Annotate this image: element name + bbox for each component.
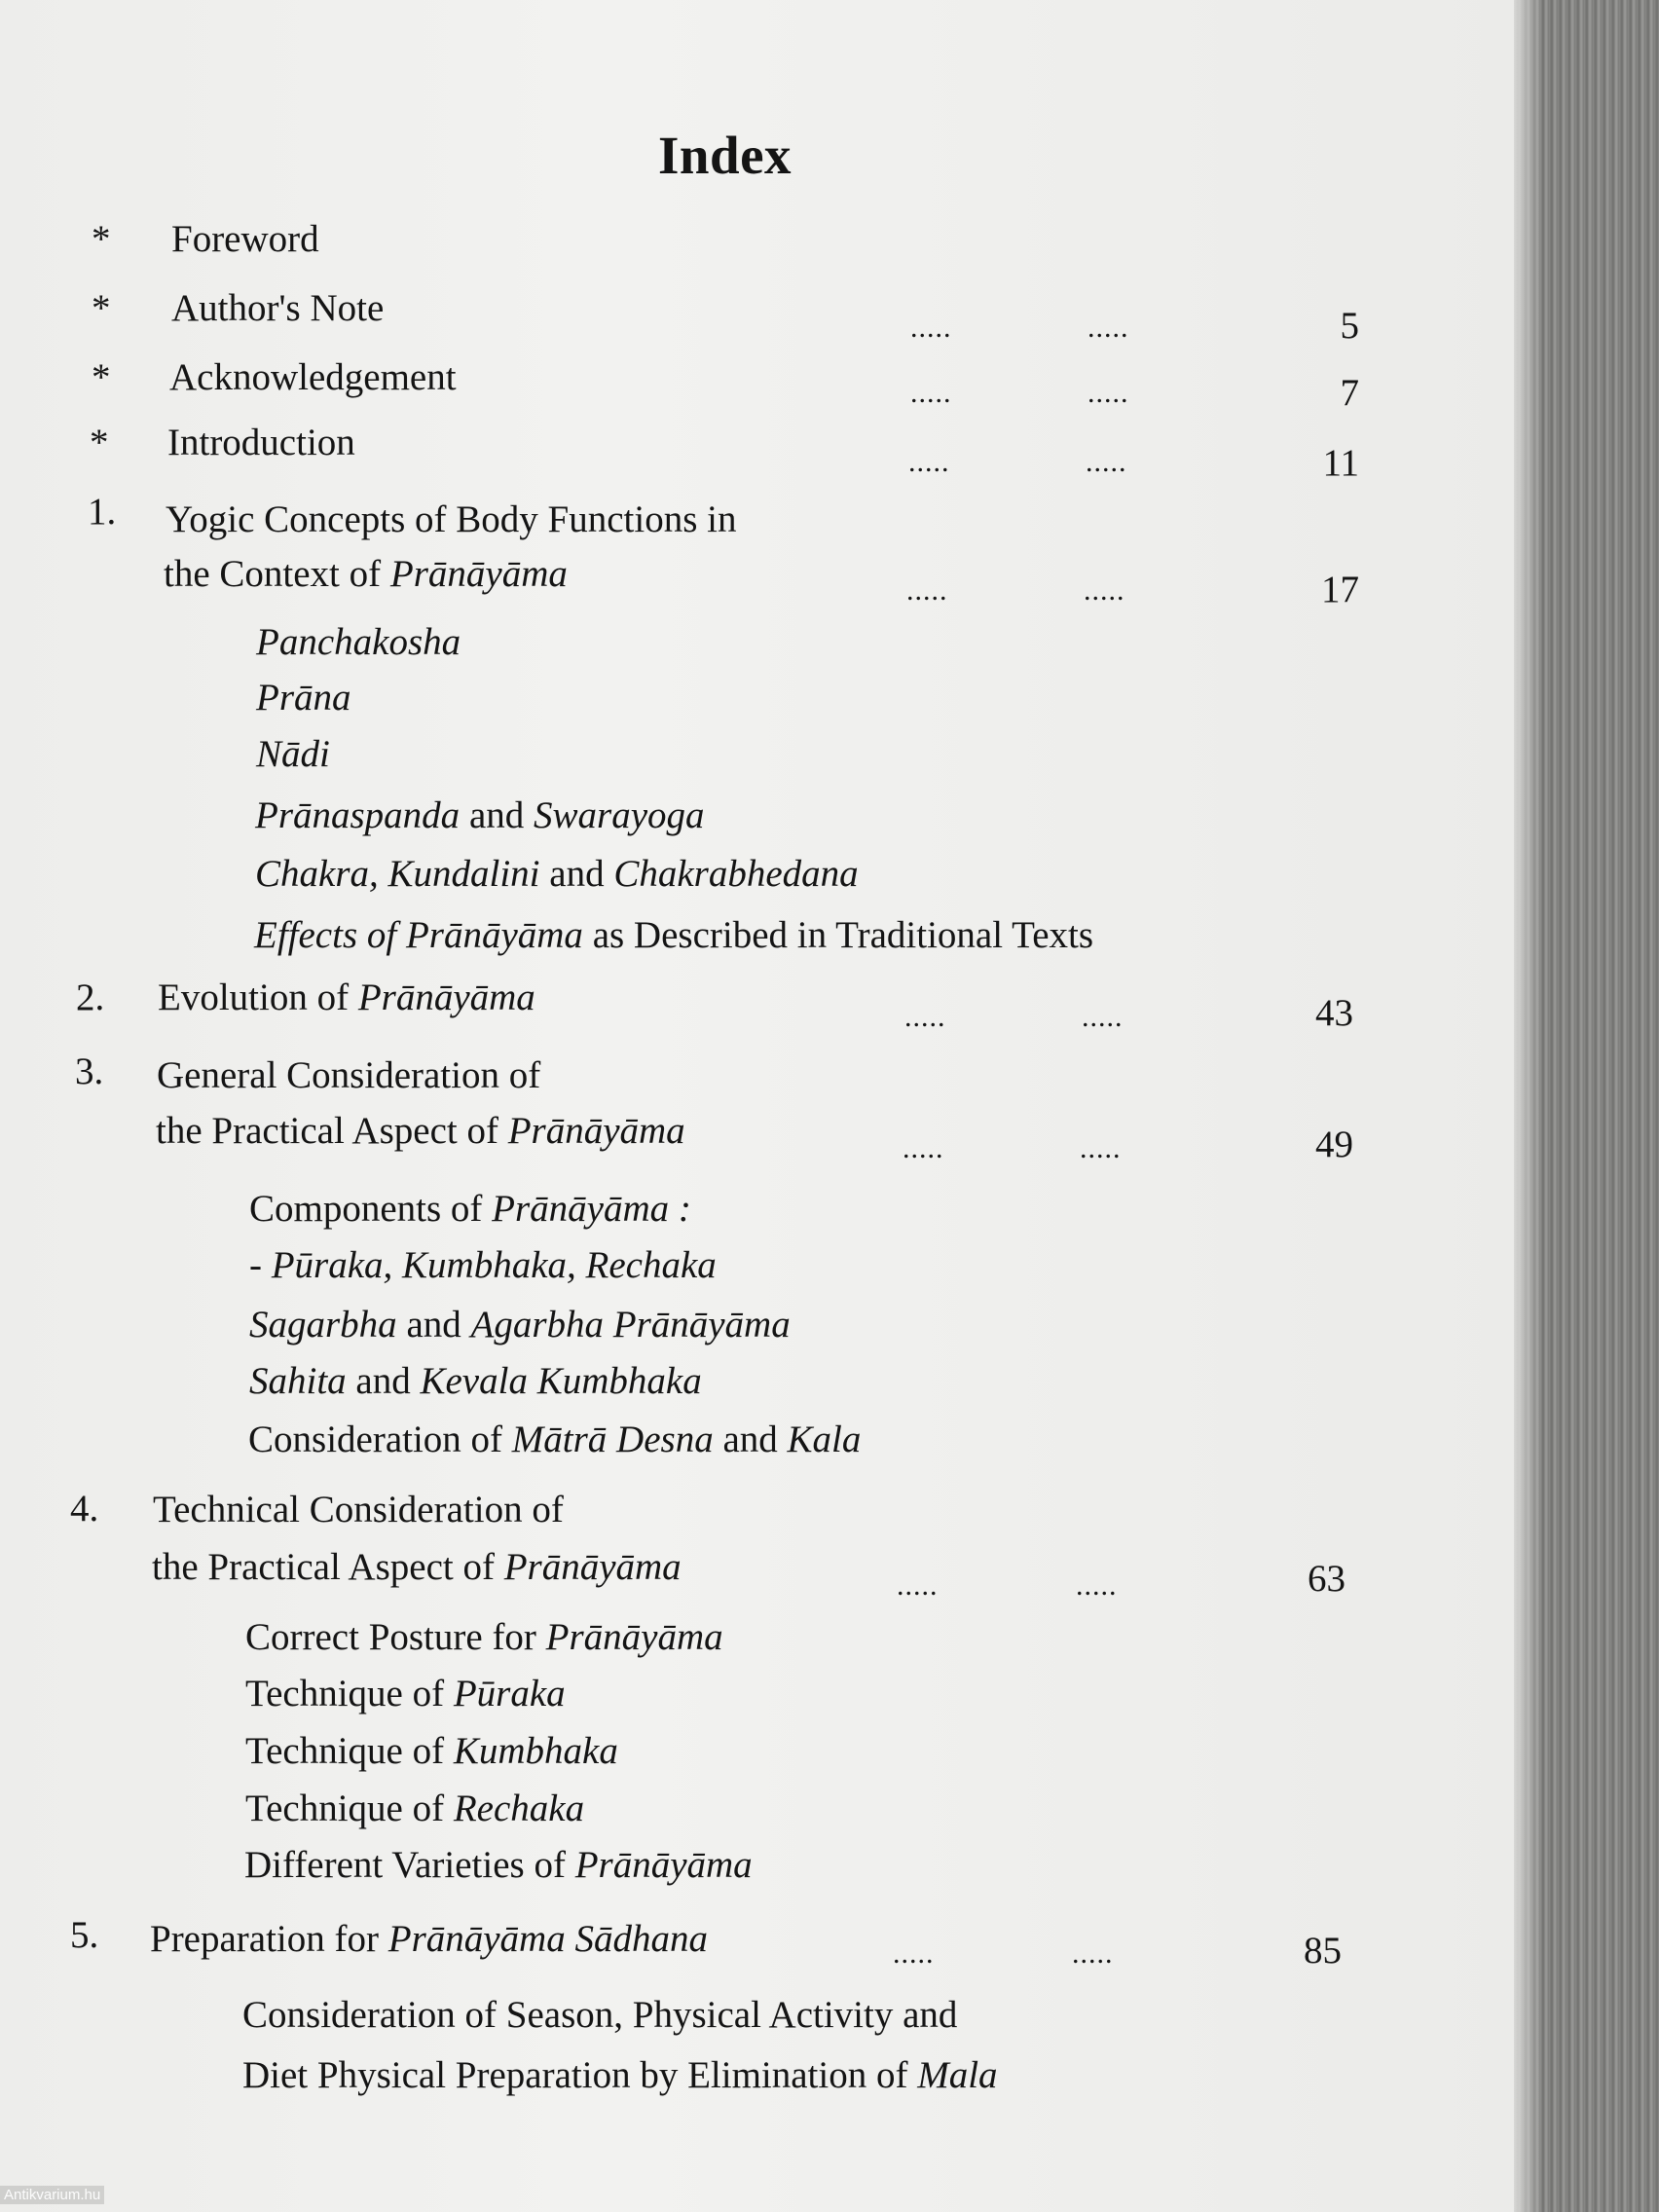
chapter-title: General Consideration of (157, 1054, 541, 1096)
chapter-number: 4. (70, 1488, 99, 1530)
leader-dots: ..... (908, 446, 950, 478)
leader-dots: ..... (1082, 1001, 1124, 1033)
leader-dots: ..... (1088, 377, 1129, 409)
sub-entry: Consideration of Season, Physical Activity and (242, 1994, 958, 2036)
chapter-title-line2: the Practical Aspect of Prānāyāma (156, 1110, 685, 1152)
entry-authors-note: Author's Note (171, 287, 385, 329)
leader-dots: ..... (1088, 312, 1129, 344)
page-number: 7 (1340, 372, 1359, 414)
sub-entry: Different Varieties of Prānāyāma (244, 1844, 753, 1886)
chapter-number: 5. (70, 1914, 99, 1956)
entry-acknowledgement: Acknowledgement (169, 356, 457, 398)
entry-foreword: Foreword (171, 218, 319, 260)
chapter-number: 3. (75, 1051, 104, 1092)
chapter-number: 2. (76, 977, 105, 1018)
bullet-marker: * (92, 356, 111, 398)
sub-entry: Prānaspanda and Swarayoga (255, 794, 705, 836)
leader-dots: ..... (1072, 1937, 1114, 1970)
leader-dots: ..... (910, 312, 952, 344)
sub-entry: Diet Physical Preparation by Elimination of Mala (242, 2054, 998, 2096)
page-title: Index (658, 126, 792, 185)
sub-entry: Technique of Rechaka (245, 1788, 585, 1829)
sub-entry: Consideration of Mātrā Desna and Kala (248, 1419, 862, 1460)
leader-dots: ..... (893, 1937, 935, 1970)
page-number: 17 (1321, 569, 1359, 610)
sub-entry: Sahita and Kevala Kumbhaka (249, 1360, 702, 1402)
sub-entry: Prāna (256, 677, 351, 719)
chapter-title-line2: the Practical Aspect of Prānāyāma (152, 1546, 682, 1588)
chapter-title: Preparation for Prānāyāma Sādhana (150, 1918, 708, 1960)
page-number: 11 (1322, 442, 1359, 484)
leader-dots: ..... (910, 377, 952, 409)
page-number: 43 (1315, 992, 1353, 1034)
leader-dots: ..... (1086, 446, 1127, 478)
sub-entry: Nādi (256, 733, 330, 775)
chapter-title: Evolution of Prānāyāma (158, 977, 535, 1018)
page-number: 63 (1308, 1558, 1346, 1600)
chapter-title: Yogic Concepts of Body Functions in (166, 498, 737, 540)
leader-dots: ..... (903, 1132, 944, 1164)
leader-dots: ..... (1084, 574, 1125, 607)
sub-entry: Effects of Prānāyāma as Described in Traditional Texts (254, 914, 1094, 956)
sub-entry: - Pūraka, Kumbhaka, Rechaka (249, 1244, 717, 1286)
entry-introduction: Introduction (167, 422, 355, 463)
sub-entry: Sagarbha and Agarbha Prānāyāma (249, 1304, 791, 1346)
sub-entry: Panchakosha (256, 621, 461, 663)
leader-dots: ..... (897, 1569, 939, 1602)
sub-entry: Correct Posture for Prānāyāma (245, 1616, 723, 1658)
chapter-title-line2: the Context of Prānāyāma (164, 553, 568, 595)
book-spine-gutter (1514, 0, 1659, 2212)
sub-entry: Technique of Pūraka (245, 1673, 566, 1714)
bullet-marker: * (90, 422, 109, 463)
bullet-marker: * (92, 218, 111, 260)
page-number: 5 (1340, 305, 1359, 347)
sub-entry: Chakra, Kundalini and Chakrabhedana (255, 853, 859, 895)
sub-entry: Technique of Kumbhaka (245, 1730, 618, 1772)
page-number: 85 (1304, 1930, 1342, 1972)
bullet-marker: * (92, 287, 111, 329)
chapter-title: Technical Consideration of (153, 1489, 564, 1530)
leader-dots: ..... (1080, 1132, 1122, 1164)
leader-dots: ..... (906, 574, 948, 607)
leader-dots: ..... (1076, 1569, 1118, 1602)
sub-entry: Components of Prānāyāma : (249, 1188, 691, 1230)
page-number: 49 (1315, 1124, 1353, 1165)
chapter-number: 1. (88, 491, 117, 533)
watermark-text: Antikvarium.hu (0, 2186, 104, 2204)
leader-dots: ..... (904, 1001, 946, 1033)
